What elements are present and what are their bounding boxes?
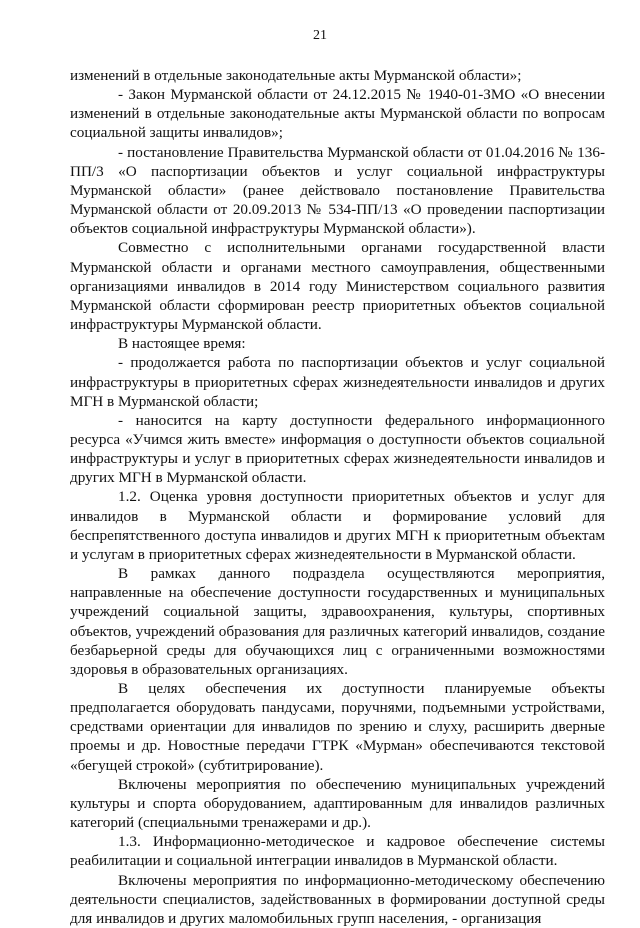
paragraph-methodical-support: Включены мероприятия по информационно-методическому обеспечению деятельности специалистов, задействованных в формировании доступной среды для инвалидов и других маломобильных групп населения, - организация	[70, 871, 605, 927]
paragraph-registry: Совместно с исполнительными органами государственной власти Мурманской области и органами местного самоуправления, общественными организациями инвалидов в 2014 году Министерством социального развития Мурманской области сформирован реестр приоритетных объектов социальной инфраструктуры Мурманской области.	[70, 239, 605, 334]
paragraph-current-time: В настоящее время:	[118, 335, 246, 353]
list-item-accessibility-map: - наносится на карту доступности федерального информационного ресурса «Учимся жить вместе» информация о доступности объектов социальной инфраструктуры и услуг в приоритетных сферах жизнедеятельности инвалидов и других МГН в Мурманской области.	[70, 411, 605, 487]
paragraph-continuation: изменений в отдельные законодательные акты Мурманской области»;	[70, 67, 522, 84]
page-number: 21	[313, 28, 327, 43]
document-body	[70, 66, 605, 928]
list-item-passportization: - продолжается работа по паспортизации объектов и услуг социальной инфраструктуры в приоритетных сферах жизнедеятельности инвалидов и других МГН в Мурманской области;	[70, 354, 605, 410]
section-heading-1-2: 1.2. Оценка уровня доступности приоритетных объектов и услуг для инвалидов в Мурманской области и формирование условий для беспрепятственного доступа инвалидов и других МГН к приоритетным объектам и услугам в приоритетных сферах жизнедеятельности в Мурманской области.	[70, 488, 605, 563]
section-heading-1-3: 1.3. Информационно-методическое и кадровое обеспечение системы реабилитации и социальной интеграции инвалидов в Мурманской области.	[70, 833, 605, 870]
paragraph-culture-sport: Включены мероприятия по обеспечению муниципальных учреждений культуры и спорта оборудованием, адаптированным для инвалидов различных категорий (специальными тренажерами и др.).	[70, 775, 605, 832]
paragraph-subsection-measures: В рамках данного подраздела осуществляются мероприятия, направленные на обеспечение доступности государственных и муниципальных учреждений социальной защиты, здравоохранения, культуры, спортивных объектов, учреждений образования для различных категорий инвалидов, создание безбарьерной среды для обучающихся лиц с ограниченными возможностями здоровья в образовательных организациях.	[70, 565, 605, 678]
paragraph-equipment: В целях обеспечения их доступности планируемые объекты предполагается оборудовать пандусами, поручнями, подъемными устройствами, средствами ориентации для инвалидов по зрению и слуху, расширить дверные проемы и др. Новостные передачи ГТРК «Мурман» обеспечиваются текстовой «бегущей строкой» (субтитрирование).	[70, 680, 605, 774]
list-item-law: - Закон Мурманской области от 24.12.2015 № 1940-01-ЗМО «О внесении изменений в отдельные законодательные акты Мурманской области по вопросам социальной защиты инвалидов»;	[70, 86, 605, 142]
list-item-resolution: - постановление Правительства Мурманской области от 01.04.2016 № 136-ПП/3 «О паспортизации объектов и услуг социальной инфраструктуры Мурманской области» (ранее действовало постановление Правительства Мурманской области от 20.09.2013 № 534-ПП/13 «О проведении паспортизации объектов социальной инфраструктуры Мурманской области»).	[70, 143, 605, 238]
